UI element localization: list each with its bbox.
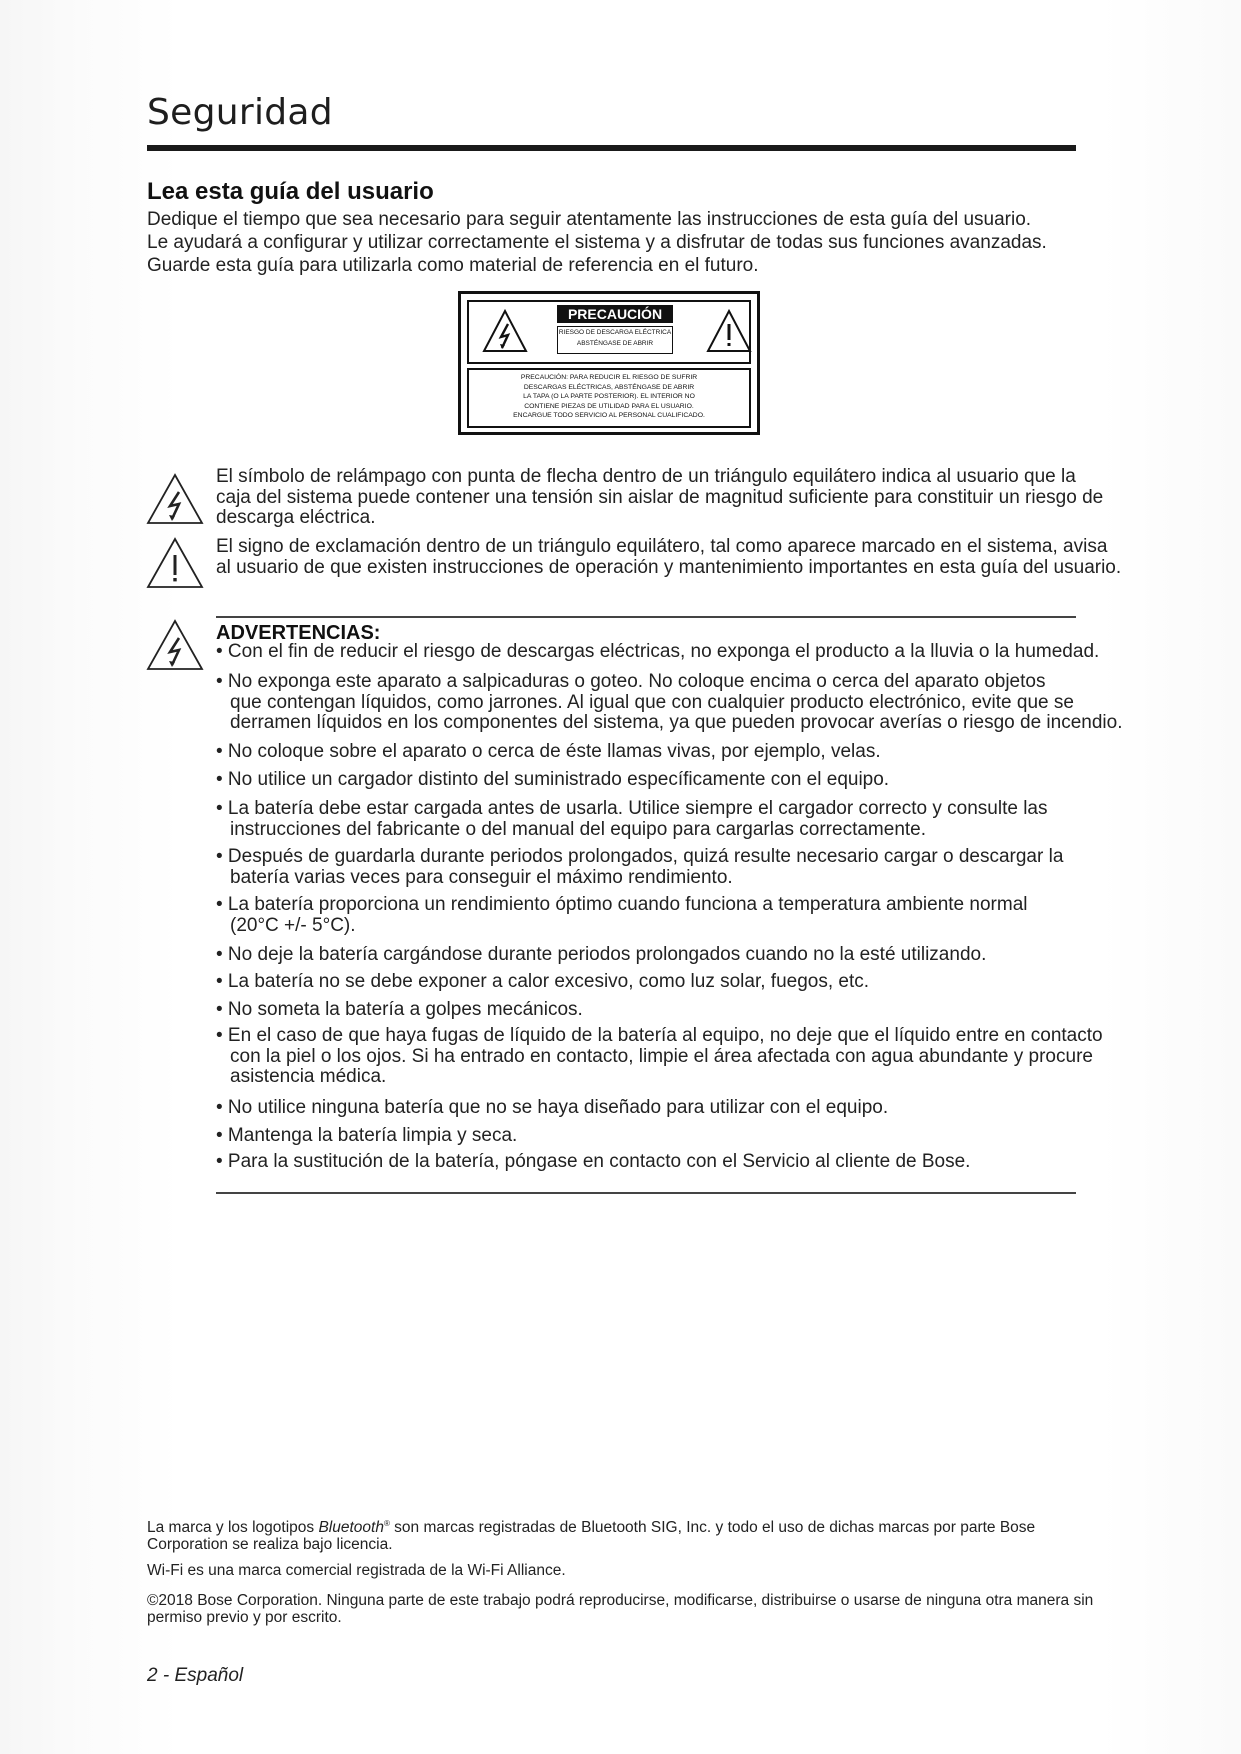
lightning-triangle-icon — [146, 619, 204, 671]
warning-item: • No deje la batería cargándose durante periodos prolongados cuando no la esté utilizando. — [216, 944, 987, 965]
warning-item: • No coloque sobre el aparato o cerca de éste llamas vivas, por ejemplo, velas. — [216, 741, 881, 762]
warning-item: • No exponga este aparato a salpicaduras o goteo. No coloque encima o cerca del aparato objetos que contengan líquidos, como jarrones. Al igual que con cualquier producto electrónico, evite que se derramen líquidos en los componentes del sistema, ya que pueden provocar averías o riesgo de incendio. — [216, 671, 1123, 733]
exclamation-warning-icon — [705, 308, 753, 354]
intro-line: Guarde esta guía para utilizarla como material de referencia en el futuro. — [147, 255, 759, 276]
caution-body-line: ENCARGUE TODO SERVICIO AL PERSONAL CUALIFICADO. — [513, 412, 705, 419]
caution-body-line: PRECAUCIÓN: PARA REDUCIR EL RIESGO DE SUFRIR — [520, 374, 698, 381]
warnings-bottom-rule — [216, 1192, 1076, 1194]
symbol-line: El símbolo de relámpago con punta de flecha dentro de un triángulo equilátero indica al usuario que la — [216, 466, 1076, 487]
symbol-line: caja del sistema puede contener una tensión sin aislar de magnitud suficiente para constituir un riesgo de — [216, 486, 1104, 508]
lightning-warning-icon — [481, 308, 529, 354]
warning-item: • No someta la batería a golpes mecánicos. — [216, 999, 583, 1020]
caution-label — [458, 291, 760, 435]
lightning-symbol-text — [216, 466, 1104, 529]
exclamation-triangle-icon — [146, 537, 204, 589]
title-divider — [147, 145, 1076, 151]
exclamation-symbol-text — [216, 536, 1122, 578]
page-title: Seguridad — [147, 92, 333, 133]
caution-label-header — [467, 300, 751, 364]
read-guide-heading: Lea esta guía del usuario — [147, 178, 434, 205]
wifi-trademark-note: Wi-Fi es una marca comercial registrada de la Wi-Fi Alliance. — [147, 1562, 566, 1579]
caution-body-line: CONTIENE PIEZAS DE UTILIDAD PARA EL USUARIO. — [524, 402, 694, 410]
bluetooth-word: Bluetooth — [318, 1519, 384, 1537]
page-number: 2 - Español — [147, 1665, 244, 1686]
read-guide-text — [147, 208, 1087, 277]
warning-item: • No utilice ninguna batería que no se haya diseñado para utilizar con el equipo. — [216, 1097, 889, 1118]
copyright-note: ©2018 Bose Corporation. Ninguna parte de este trabajo podrá reproducirse, modificarse, distribuirse o usarse de ninguna otra manera sin permiso previo y por escrito. — [147, 1592, 1094, 1626]
caution-risk-line: RIESGO DE DESCARGA ELÉCTRICA — [558, 329, 672, 336]
caution-label-body — [467, 368, 751, 428]
warning-item: • No utilice un cargador distinto del suministrado específicamente con el equipo. — [216, 769, 890, 790]
symbol-line: al usuario de que existen instrucciones de operación y mantenimiento importantes en esta guía del usuario. — [216, 556, 1122, 578]
warning-item: • En el caso de que haya fugas de líquido de la batería al equipo, no deje que el líquido entre en contacto con la piel o los ojos. Si ha entrado en contacto, limpie el área afectada con agua abundante y procure asistencia médica. — [216, 1025, 1103, 1087]
lightning-triangle-icon — [146, 473, 204, 525]
caution-body-line: DESCARGAS ELÉCTRICAS, ABSTÉNGASE DE ABRIR — [523, 383, 695, 391]
warning-item: • Con el fin de reducir el riesgo de descargas eléctricas, no exponga el producto a la lluvia o la humedad. — [216, 641, 1100, 662]
warnings-top-rule — [216, 616, 1076, 618]
symbol-line: descarga eléctrica. — [216, 507, 376, 528]
bluetooth-trademark-note: La marca y los logotipos Bluetooth® son marcas registradas de Bluetooth SIG, Inc. y todo el uso de dichas marcas por parte Bose Corporation se realiza bajo licencia. — [147, 1519, 1036, 1554]
caution-risk-line: ABSTÉNGASE DE ABRIR — [576, 340, 654, 347]
warning-item: • Mantenga la batería limpia y seca. — [216, 1125, 518, 1146]
warning-item: • Para la sustitución de la batería, póngase en contacto con el Servicio al cliente de Bose. — [216, 1151, 971, 1172]
warning-item: • La batería proporciona un rendimiento óptimo cuando funciona a temperatura ambiente normal (20°C +/- 5°C). — [216, 894, 1028, 936]
intro-line: Dedique el tiempo que sea necesario para seguir atentamente las instrucciones de esta guía del usuario. — [147, 209, 1032, 230]
warning-item: • La batería no se debe exponer a calor excesivo, como luz solar, fuegos, etc. — [216, 971, 870, 992]
caution-banner: PRECAUCIÓN — [557, 305, 673, 323]
warning-item: • La batería debe estar cargada antes de usarla. Utilice siempre el cargador correcto y consulte las instrucciones del fabricante o del manual del equipo para cargarlas correctamente. — [216, 798, 1048, 840]
intro-line: Le ayudará a configurar y utilizar correctamente el sistema y a disfrutar de todas sus funciones avanzadas. — [147, 232, 1047, 253]
caution-risk-text — [557, 326, 673, 354]
caution-body-line: LA TAPA (O LA PARTE POSTERIOR). EL INTERIOR NO — [523, 393, 695, 400]
warning-item: • Después de guardarla durante periodos prolongados, quizá resulte necesario cargar o descargar la batería varias veces para conseguir el máximo rendimiento. — [216, 846, 1064, 888]
warnings-title: ADVERTENCIAS: — [216, 622, 381, 644]
symbol-line: El signo de exclamación dentro de un triángulo equilátero, tal como aparece marcado en el sistema, avisa — [216, 536, 1108, 557]
